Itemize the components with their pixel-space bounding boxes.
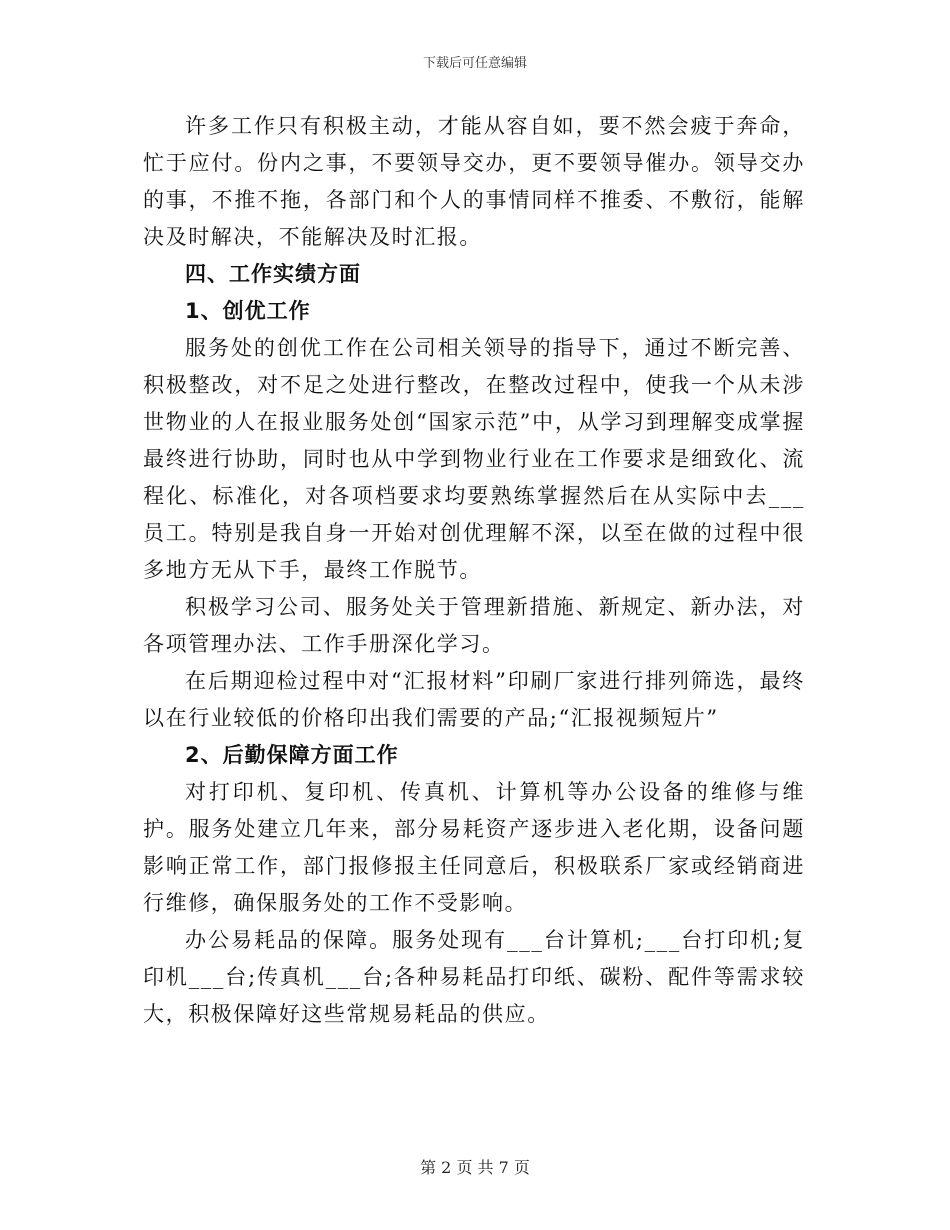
paragraph-consumables: 办公易耗品的保障。服务处现有___台计算机;___台打印机;复印机___台;传真机___台;各种易耗品打印纸、碳粉、配件等需求较大，积极保障好这些常规易耗品的供应。 — [143, 928, 805, 1026]
document-body — [143, 108, 805, 1033]
section-heading-achievements: 四、工作实绩方面 — [185, 262, 361, 286]
paragraph-initiative: 许多工作只有积极主动，才能从容自如，要不然会疲于奔命，忙于应付。份内之事，不要领导交办，更不要领导催办。领导交办的事，不推不拖，各部门和个人的事情同样不推委、不敷衍，能解决及时解决，不能解决及时汇报。 — [143, 114, 805, 249]
subheading-excellence-work: 1、创优工作 — [185, 299, 311, 323]
paragraph-equipment-maintenance: 对打印机、复印机、传真机、计算机等办公设备的维修与维护。服务处建立几年来，部分易耗资产逐步进入老化期，设备问题影响正常工作，部门报修报主任同意后，积极联系厂家或经销商进行维修，确保服务处的工作不受影响。 — [143, 780, 805, 915]
paragraph-study: 积极学习公司、服务处关于管理新措施、新规定、新办法，对各项管理办法、工作手册深化学习。 — [143, 595, 805, 656]
paragraph-inspection: 在后期迎检过程中对“汇报材料”印刷厂家进行排列筛选，最终以在行业较低的价格印出我们需要的产品;“汇报视频短片” — [143, 669, 805, 730]
subheading-logistics: 2、后勤保障方面工作 — [185, 743, 399, 767]
paragraph-excellence-work: 服务处的创优工作在公司相关领导的指导下，通过不断完善、积极整改，对不足之处进行整改，在整改过程中，使我一个从未涉世物业的人在报业服务处创“国家示范”中，从学习到理解变成掌握最终进行协助，同时也从中学到物业行业在工作要求是细致化、流程化、标准化，对各项档要求均要熟练掌握然后在从实际中去___员工。特别是我自身一开始对创优理解不深，以至在做的过程中很多地方无从下手，最终工作脱节。 — [143, 336, 805, 582]
page-number: 第 2 页 共 7 页 — [420, 1158, 530, 1177]
page-header: 下载后可任意编辑 — [422, 56, 527, 71]
